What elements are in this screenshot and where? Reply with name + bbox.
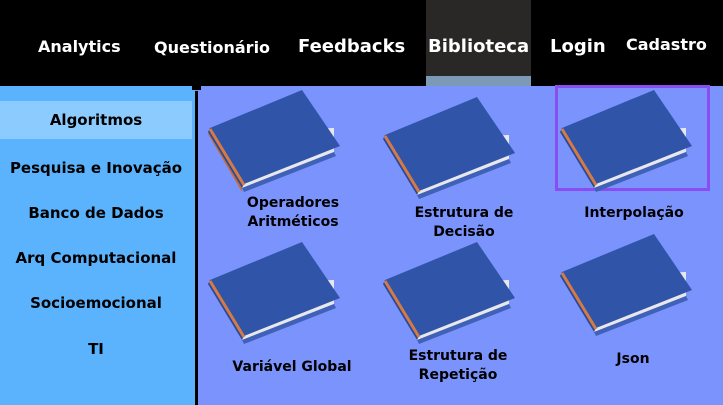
top-navigation xyxy=(0,0,723,86)
sidebar-item-label: Pesquisa e Inovação xyxy=(9,159,183,177)
book-title-json[interactable] xyxy=(553,350,713,369)
book-icon[interactable] xyxy=(206,88,344,192)
book-title-line: Json xyxy=(616,351,650,367)
book-icon[interactable] xyxy=(206,240,344,344)
sidebar-item-label: Socioemocional xyxy=(30,294,162,312)
sidebar-item-arq-computacional[interactable] xyxy=(0,246,192,270)
book-title-line: Operadores xyxy=(246,195,340,211)
book-title-operadores-aritmeticos[interactable] xyxy=(213,194,373,232)
book-title-line: Estrutura de xyxy=(414,205,514,221)
book-title-estrutura-decisao[interactable] xyxy=(384,204,544,242)
nav-cadastro[interactable]: Cadastro xyxy=(626,35,707,54)
book-title-line: Estrutura de xyxy=(408,348,508,364)
nav-analytics[interactable]: Analytics xyxy=(38,37,121,56)
book-title-line: Repetição xyxy=(418,367,498,383)
book-title-line: Interpolação xyxy=(584,205,684,221)
sidebar-item-algoritmos[interactable] xyxy=(0,101,192,139)
nav-biblioteca[interactable]: Biblioteca xyxy=(428,36,530,57)
book-icon[interactable] xyxy=(381,95,519,199)
sidebar-item-label: Algoritmos xyxy=(49,111,143,129)
book-icon[interactable] xyxy=(558,232,696,336)
nav-feedbacks[interactable]: Feedbacks xyxy=(298,36,406,57)
book-title-interpolacao[interactable] xyxy=(554,204,714,223)
book-title-line: Aritméticos xyxy=(247,214,339,230)
nav-login[interactable]: Login xyxy=(550,36,606,57)
sidebar-item-banco-de-dados[interactable] xyxy=(0,201,192,225)
book-title-variavel-global[interactable] xyxy=(212,358,372,377)
sidebar-item-socioemocional[interactable] xyxy=(0,291,192,315)
sidebar-item-label: TI xyxy=(88,340,104,358)
book-title-line: Decisão xyxy=(433,224,495,240)
sidebar-item-label: Banco de Dados xyxy=(28,204,164,222)
book-title-line: Variável Global xyxy=(232,359,352,375)
book-icon[interactable] xyxy=(381,240,519,344)
sidebar-item-pesquisa-inovacao[interactable] xyxy=(0,156,192,180)
nav-active-underline xyxy=(426,76,531,86)
divider-cap xyxy=(192,86,201,90)
sidebar-divider xyxy=(195,91,198,405)
sidebar-item-label: Arq Computacional xyxy=(15,249,177,267)
nav-questionario[interactable]: Questionário xyxy=(154,38,271,57)
category-sidebar xyxy=(0,86,195,405)
book-icon[interactable] xyxy=(558,88,696,192)
sidebar-item-ti[interactable] xyxy=(0,337,192,361)
book-title-estrutura-repeticao[interactable] xyxy=(378,347,538,385)
